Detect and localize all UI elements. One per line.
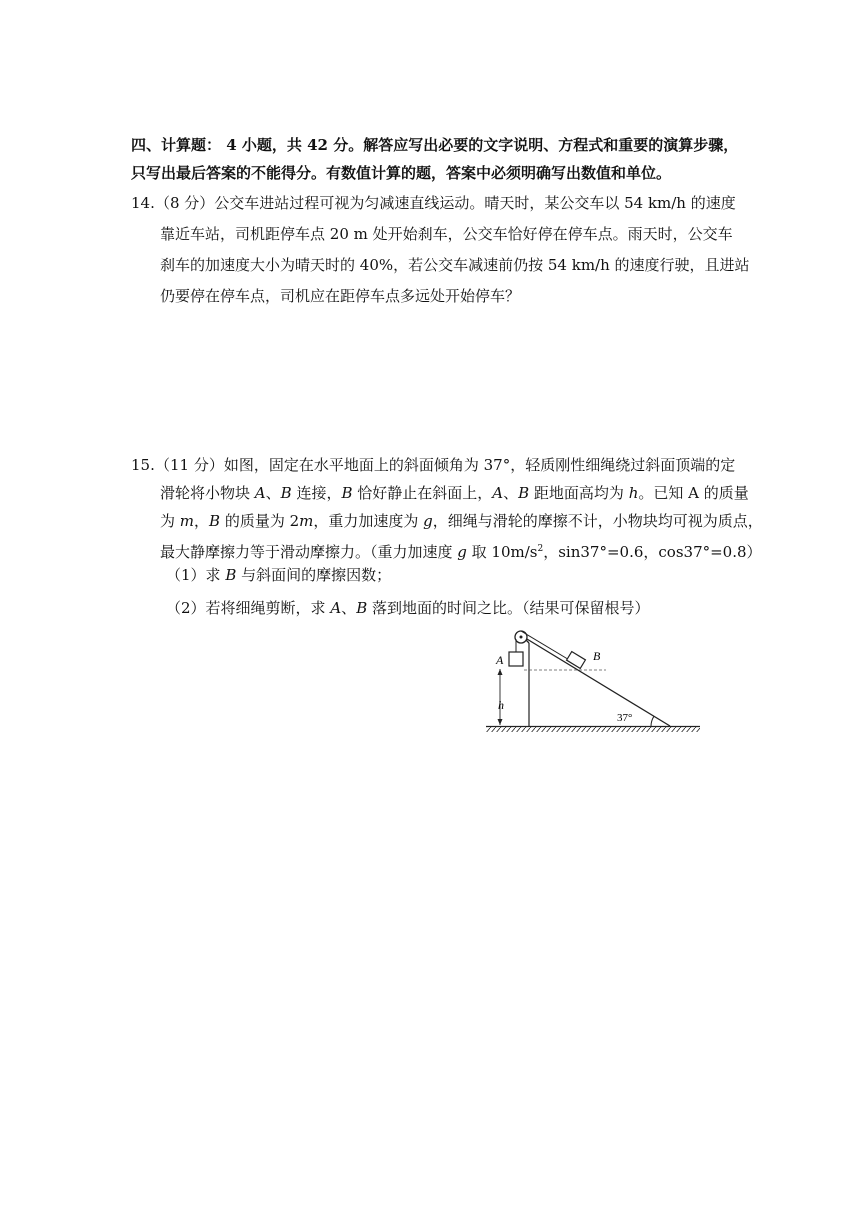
superscript: 2: [537, 544, 544, 554]
text-run: 连接，: [291, 484, 342, 502]
question-15-sub-2: [166, 598, 650, 618]
var-B: B: [356, 599, 368, 617]
text-run: （2）若将细绳剪断，求: [166, 599, 331, 617]
var-m: m: [299, 512, 314, 530]
text-run: 、: [265, 484, 281, 502]
var-A: A: [330, 599, 342, 617]
block-B: [567, 652, 586, 669]
text-run: 最大静摩擦力等于滑动摩擦力。（重力加速度: [160, 543, 458, 561]
text-run: 、: [341, 599, 357, 617]
var-h: h: [628, 484, 639, 502]
question-14-line-2: 靠近车站，司机距停车点 20 m 处开始刹车，公交车恰好停在停车点。雨天时，公交车: [160, 225, 733, 243]
pulley-axle: [520, 636, 523, 639]
question-15-number: 15.: [131, 456, 155, 474]
label-angle: 37°: [617, 712, 633, 724]
text-run: ，sin37°=0.6，cos37°=0.8）: [543, 543, 762, 561]
text-run: 、: [503, 484, 519, 502]
block-A: [509, 652, 523, 666]
text-run: ，: [194, 512, 210, 530]
question-15-sub-1: [166, 565, 391, 585]
var-A: A: [492, 484, 504, 502]
text-run: 滑轮将小物块: [160, 484, 255, 502]
var-A: A: [254, 484, 266, 502]
var-B: B: [280, 484, 292, 502]
question-14-line-4: 仍要停在停车点，司机应在距停车点多远处开始停车？: [160, 287, 521, 305]
height-arrow-head-bottom: [498, 719, 503, 725]
var-B: B: [225, 566, 237, 584]
text-run: 恰好静止在斜面上，: [352, 484, 493, 502]
text-run: 为: [160, 512, 180, 530]
question-14-number: 14.: [131, 194, 155, 212]
text-run: （1）求: [166, 566, 226, 584]
question-14-line-3: 刹车的加速度大小为晴天时的 40%，若公交车减速前仍按 54 km/h 的速度行驶，且进站: [160, 256, 750, 274]
angle-arc: [651, 716, 654, 726]
label-B: B: [593, 649, 601, 663]
var-m: m: [179, 512, 195, 530]
text-run: 与斜面间的摩擦因数；: [236, 566, 392, 584]
label-h: h: [498, 698, 504, 712]
question-14-line-1: （8 分）公交车进站过程可视为匀减速直线运动。晴天时，某公交车以 54 km/h 的速度: [155, 194, 736, 212]
label-A: A: [496, 653, 504, 667]
text-run: 取 10m/s: [466, 543, 538, 561]
ground-hatching: [486, 727, 700, 732]
text-run: ，重力加速度为: [313, 512, 424, 530]
question-15-line-3: [160, 511, 763, 531]
text-run: 距地面高均为: [529, 484, 629, 502]
var-g: g: [423, 512, 433, 530]
var-B: B: [341, 484, 353, 502]
text-run: 落到地面的时间之比。（结果可保留根号）: [367, 599, 650, 617]
text-run: 的质量为 2: [220, 512, 300, 530]
question-15-line-1: （11 分）如图，固定在水平地面上的斜面倾角为 37°，轻质刚性细绳绕过斜面顶端的定: [155, 456, 736, 474]
section-heading-line-2: 只写出最后答案的不能得分。有数值计算的题，答案中必须明确写出数值和单位。: [131, 164, 672, 182]
var-B: B: [518, 484, 530, 502]
var-g: g: [457, 543, 467, 561]
height-arrow-head-top: [498, 669, 503, 675]
text-run: ，细绳与滑轮的摩擦不计，小物块均可视为质点，: [432, 512, 763, 530]
text-run: 。已知 A 的质量: [638, 484, 749, 502]
var-B: B: [209, 512, 221, 530]
incline-pulley-diagram: [480, 626, 710, 738]
question-15-line-2: [160, 483, 749, 503]
section-heading-line-1: 四、计算题： 4 小题，共 42 分。解答应写出必要的文字说明、方程式和重要的演算步骤，: [131, 136, 739, 154]
question-15-line-4: [160, 539, 762, 562]
